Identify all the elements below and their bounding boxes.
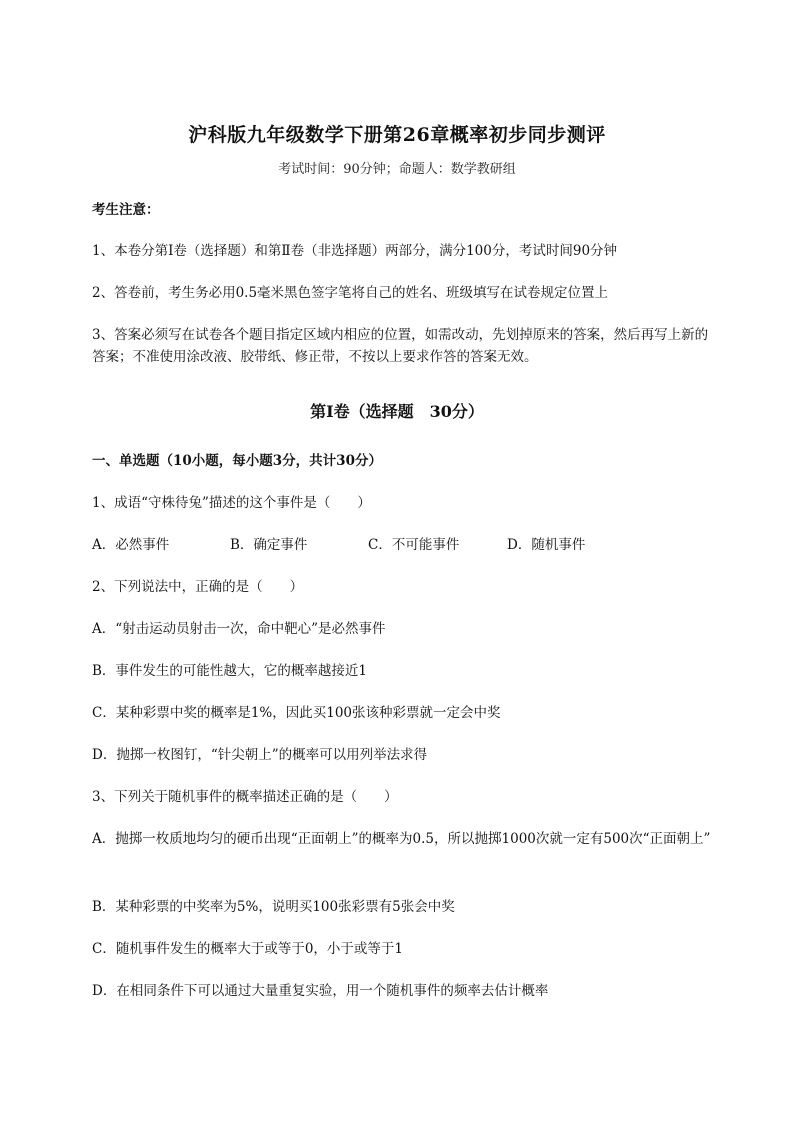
question-1-stem: 1、成语“守株待兔”描述的这个事件是（ ）: [92, 495, 371, 511]
notice-item-3: 3、答案必须写在试卷各个题目指定区域内相应的位置，如需改动，先划掉原来的答案，然后再写上新的答案；不准使用涂改液、胶带纸、修正带，不按以上要求作答的答案无效。: [92, 327, 709, 365]
question-3-option-a: A．抛掷一枚质地均匀的硬币出现“正面朝上”的概率为0.5，所以抛掷1000次就一定有500次“正面朝上”: [92, 831, 711, 847]
question-1-option-b: B．确定事件: [230, 537, 308, 553]
question-2-option-b: B．事件发生的可能性越大，它的概率越接近1: [92, 663, 368, 679]
notice-item-2: 2、答卷前，考生务必用0.5毫米黑色签字笔将自己的姓名、班级填写在试卷规定位置上: [92, 285, 609, 301]
page-title: 沪科版九年级数学下册第26章概率初步同步测评: [188, 124, 606, 146]
question-1-options: [92, 534, 712, 556]
notice-item-1: 1、本卷分第I卷（选择题）和第Ⅱ卷（非选择题）两部分，满分100分，考试时间90分钟: [92, 243, 618, 259]
question-3-option-b: B．某种彩票的中奖率为5%，说明买100张彩票有5张会中奖: [92, 899, 455, 915]
question-1-option-a: A．必然事件: [92, 537, 170, 553]
section-title: 第I卷（选择题 30分）: [310, 402, 484, 421]
question-1-option-d: D．随机事件: [507, 537, 586, 553]
question-2-option-d: D．抛掷一枚图钉，“针尖朝上”的概率可以用列举法求得: [92, 747, 428, 763]
part-heading: 一、单选题（10小题，每小题3分，共计30分）: [92, 453, 382, 469]
question-2-stem: 2、下列说法中，正确的是（ ）: [92, 579, 304, 595]
question-3-stem: 3、下列关于随机事件的概率描述正确的是（ ）: [92, 789, 398, 805]
notice-heading: 考生注意：: [92, 202, 160, 218]
question-1-option-c: C．不可能事件: [368, 537, 460, 553]
question-3-option-c: C．随机事件发生的概率大于或等于0，小于或等于1: [92, 941, 404, 957]
exam-info: 考试时间：90分钟；命题人：数学教研组: [278, 162, 516, 177]
question-3-option-d: D．在相同条件下可以通过大量重复实验，用一个随机事件的频率去估计概率: [92, 983, 549, 999]
question-2-option-c: C．某种彩票中奖的概率是1%，因此买100张该种彩票就一定会中奖: [92, 705, 501, 721]
question-2-option-a: A．“射击运动员射击一次，命中靶心”是必然事件: [92, 621, 386, 637]
